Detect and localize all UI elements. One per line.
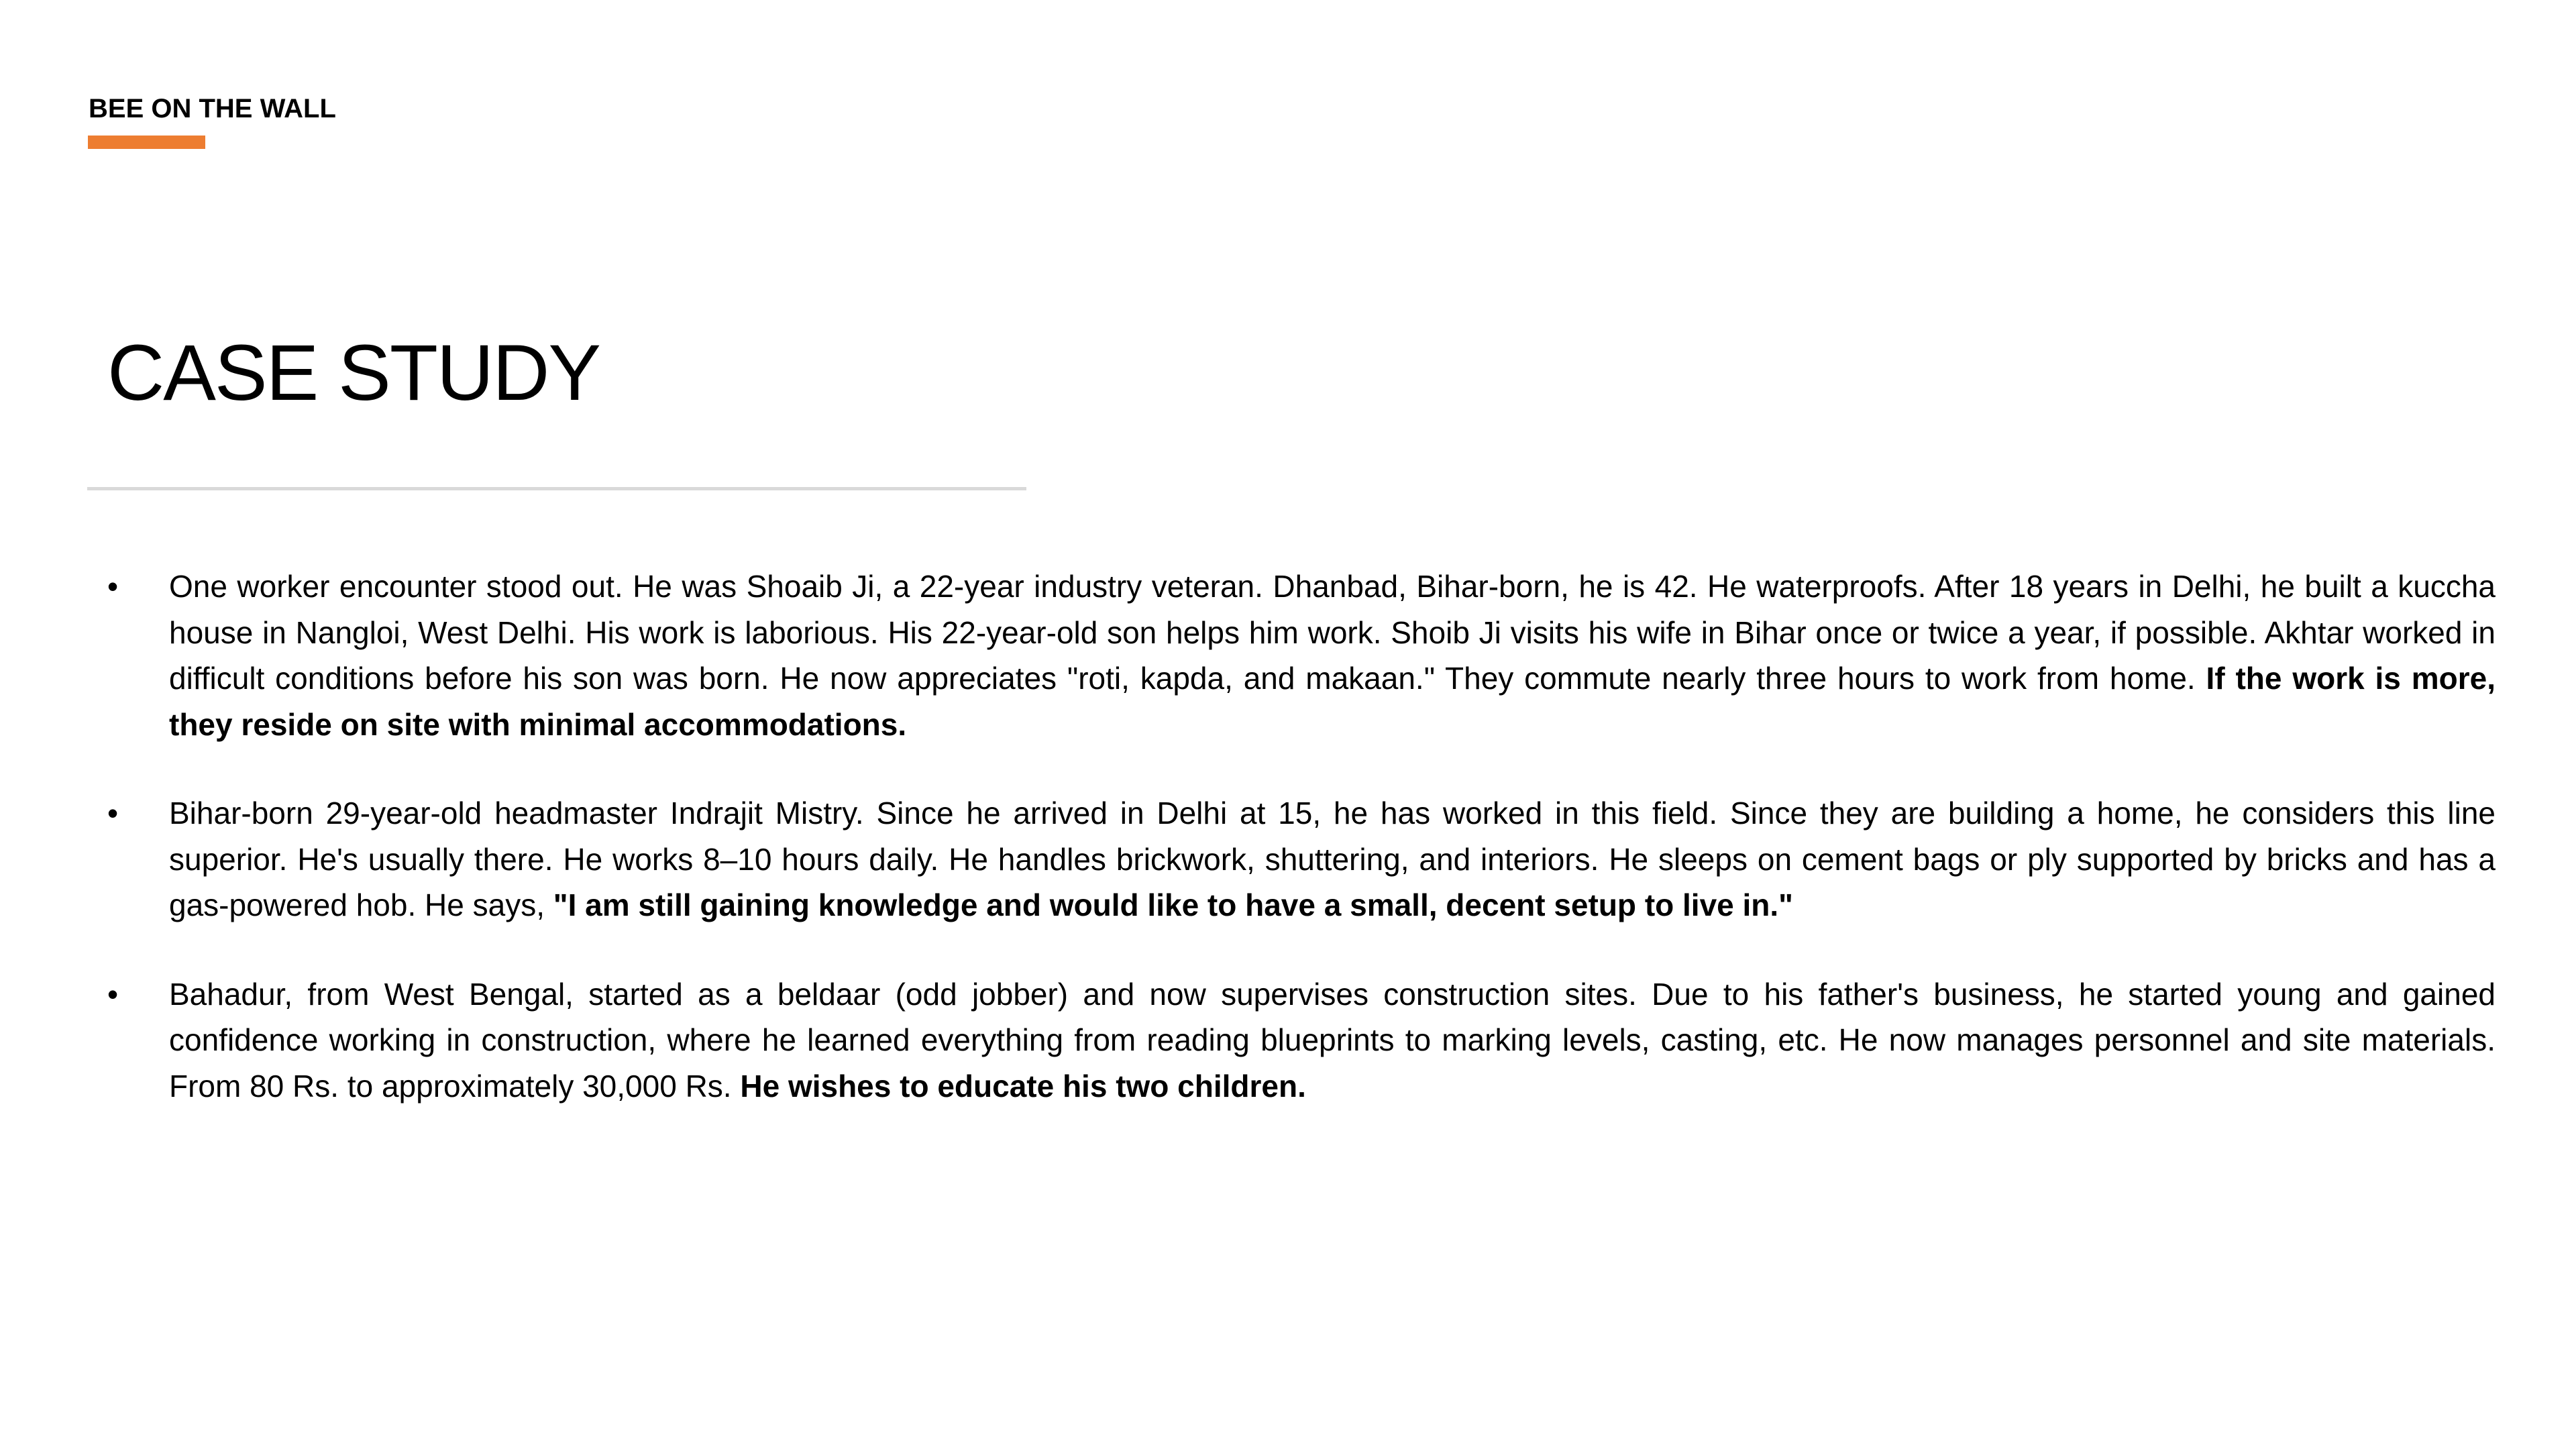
case-study-body: Bahadur, from West Bengal, started as a beldaar (odd jobber) and now supervises construction sites. Due to his father's business, he started young and gained confidence working in construction, where he learned everything from reading blueprints to marking levels, casting, etc. He now manages personnel and site materials. From 80 Rs. to approximately 30,000 Rs. xyxy=(169,976,2496,1104)
case-study-highlight: If the work is more, they reside on site with minimal accommodations. xyxy=(169,661,2496,742)
brand-label: BEE ON THE WALL xyxy=(89,94,336,123)
title-divider xyxy=(87,487,1026,490)
case-study-body: One worker encounter stood out. He was Shoaib Ji, a 22-year industry veteran. Dhanbad, Bihar-born, he is 42. He waterproofs. After 18 years in Delhi, he built a kuccha house in Nangloi, West Delhi. His work is laborious. His 22-year-old son helps him work. Shoib Ji visits his wife in Bihar once or twice a year, if possible. Akhtar worked in difficult conditions before his son was born. He now appreciates "roti, kapda, and makaan." They commute nearly three hours to work from home. xyxy=(169,569,2496,696)
case-study-highlight: He wishes to educate his two children. xyxy=(740,1068,1306,1104)
case-study-list xyxy=(107,564,2496,1152)
case-study-text xyxy=(169,977,2496,1104)
case-study-item xyxy=(107,790,2496,928)
bullet-icon: • xyxy=(107,569,119,604)
case-study-item xyxy=(107,971,2496,1110)
case-study-body: Bihar-born 29-year-old headmaster Indrajit Mistry. Since he arrived in Delhi at 15, he has worked in this field. Since they are building a home, he considers this line superior. He's usually there. He works 8–10 hours daily. He handles brickwork, shuttering, and interiors. He sleeps on cement bags or ply supported by bricks and has a gas-powered hob. He says, xyxy=(169,796,2496,922)
case-study-text xyxy=(169,796,2496,922)
case-study-item xyxy=(107,564,2496,747)
bullet-icon: • xyxy=(107,976,119,1012)
brand-accent-bar xyxy=(88,136,205,149)
case-study-text xyxy=(169,569,2496,742)
case-study-highlight: "I am still gaining knowledge and would like to have a small, decent setup to live in." xyxy=(553,888,1793,922)
slide-title: CASE STUDY xyxy=(107,329,600,417)
bullet-icon: • xyxy=(107,796,119,830)
